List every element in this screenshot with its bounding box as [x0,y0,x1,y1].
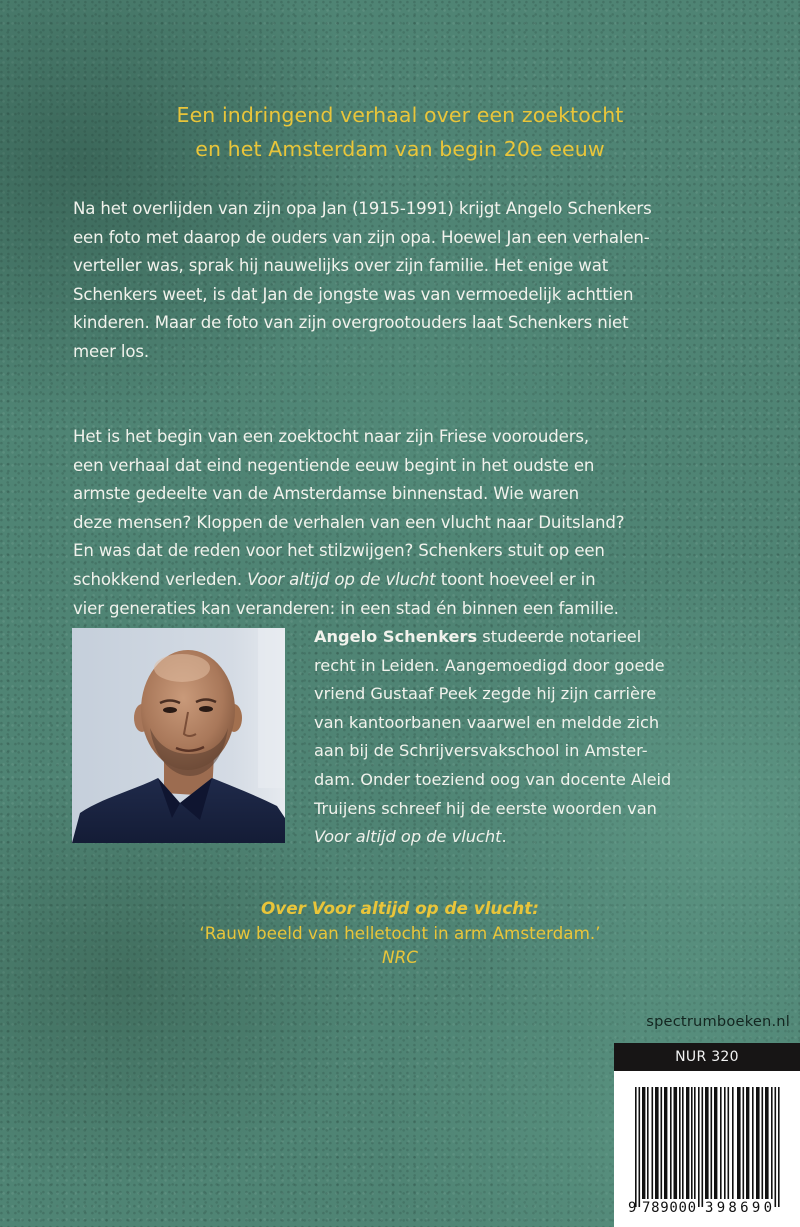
blurb-line: vier generaties kan veranderen: in een stad én binnen een familie. [73,598,619,618]
author-name: Angelo Schenkers [314,627,478,646]
blurb-line-with-title [73,566,753,595]
tagline-line-2: en het Amsterdam van begin 20e eeuw [195,137,605,161]
bio-text: . [501,827,507,847]
blurb-line: Schenkers weet, is dat Jan de jongste was van vermoedelijk achttien [73,284,634,304]
barcode-icon [614,1071,800,1227]
bio-line: recht in Leiden. Aangemoedigd door goede [314,655,665,675]
review-source: NRC [382,947,418,967]
blurb-line: Na het overlijden van zijn opa Jan (1915-1991) krijgt Angelo Schenkers [73,199,652,218]
blurb-paragraph-2 [73,423,753,623]
publisher-url: spectrumboeken.nl [646,1013,790,1030]
blurb-line: Het is het begin van een zoektocht naar zijn Friese voorouders, [73,427,589,446]
blurb-line: meer los. [73,341,150,361]
tagline-line-1: Een indringend verhaal over een zoektocht [176,103,624,127]
blurb-line: armste gedeelte van de Amsterdamse binnenstad. Wie waren [73,484,579,504]
bio-line: Truijens schreef hij de eerste woorden van [314,798,657,818]
bio-line: dam. Onder toeziend oog van docente Aleid [314,769,672,789]
blurb-line: En was dat de reden voor het stilzwijgen? Schenkers stuit op een [73,541,605,561]
bio-line [314,823,774,852]
book-title-italic: Voor altijd op de vlucht [247,569,436,589]
bio-line: van kantoorbanen vaarwel en meldde zich [314,712,660,732]
author-photo [72,628,285,843]
blurb-text: toont hoeveel er in [435,569,596,589]
nur-code: NUR 320 [614,1043,800,1071]
author-portrait-illustration [72,628,285,843]
book-title-italic: Voor altijd op de vlucht [314,827,502,847]
blurb-line: een verhaal dat eind negentiende eeuw begint in het oudste en [73,455,595,475]
press-review [0,896,800,970]
bio-line: aan bij de Schrijversvakschool in Amster- [314,741,648,761]
review-heading-prefix: Over [260,898,312,918]
bio-line [314,623,774,652]
review-heading [0,896,800,921]
review-heading-suffix: : [532,898,539,918]
blurb-line: verteller was, sprak hij nauwelijks over zijn familie. Het enige wat [73,256,609,276]
isbn-left-group: 789000 [642,1200,696,1216]
blurb-paragraph-1 [73,195,753,367]
review-heading-title: Voor altijd op de vlucht [311,898,533,918]
isbn-first-digit: 9 [628,1200,637,1216]
author-bio [314,623,774,852]
bio-text: studeerde notarieel [477,627,642,646]
blurb-line: deze mensen? Kloppen de verhalen van een vlucht naar Duitsland? [73,512,625,532]
tagline [0,98,800,166]
blurb-text: schokkend verleden. [73,569,248,589]
blurb-line: kinderen. Maar de foto van zijn overgrootouders laat Schenkers niet [73,313,629,333]
review-quote: ‘Rauw beeld van helletocht in arm Amsterdam.’ [199,922,601,943]
blurb-line: een foto met daarop de ouders van zijn opa. Hoewel Jan een verhalen- [73,227,650,247]
isbn-barcode-box [614,1043,800,1227]
isbn-right-group: 398690 [705,1200,772,1216]
bio-line: vriend Gustaaf Peek zegde hij zijn carrière [314,684,657,704]
